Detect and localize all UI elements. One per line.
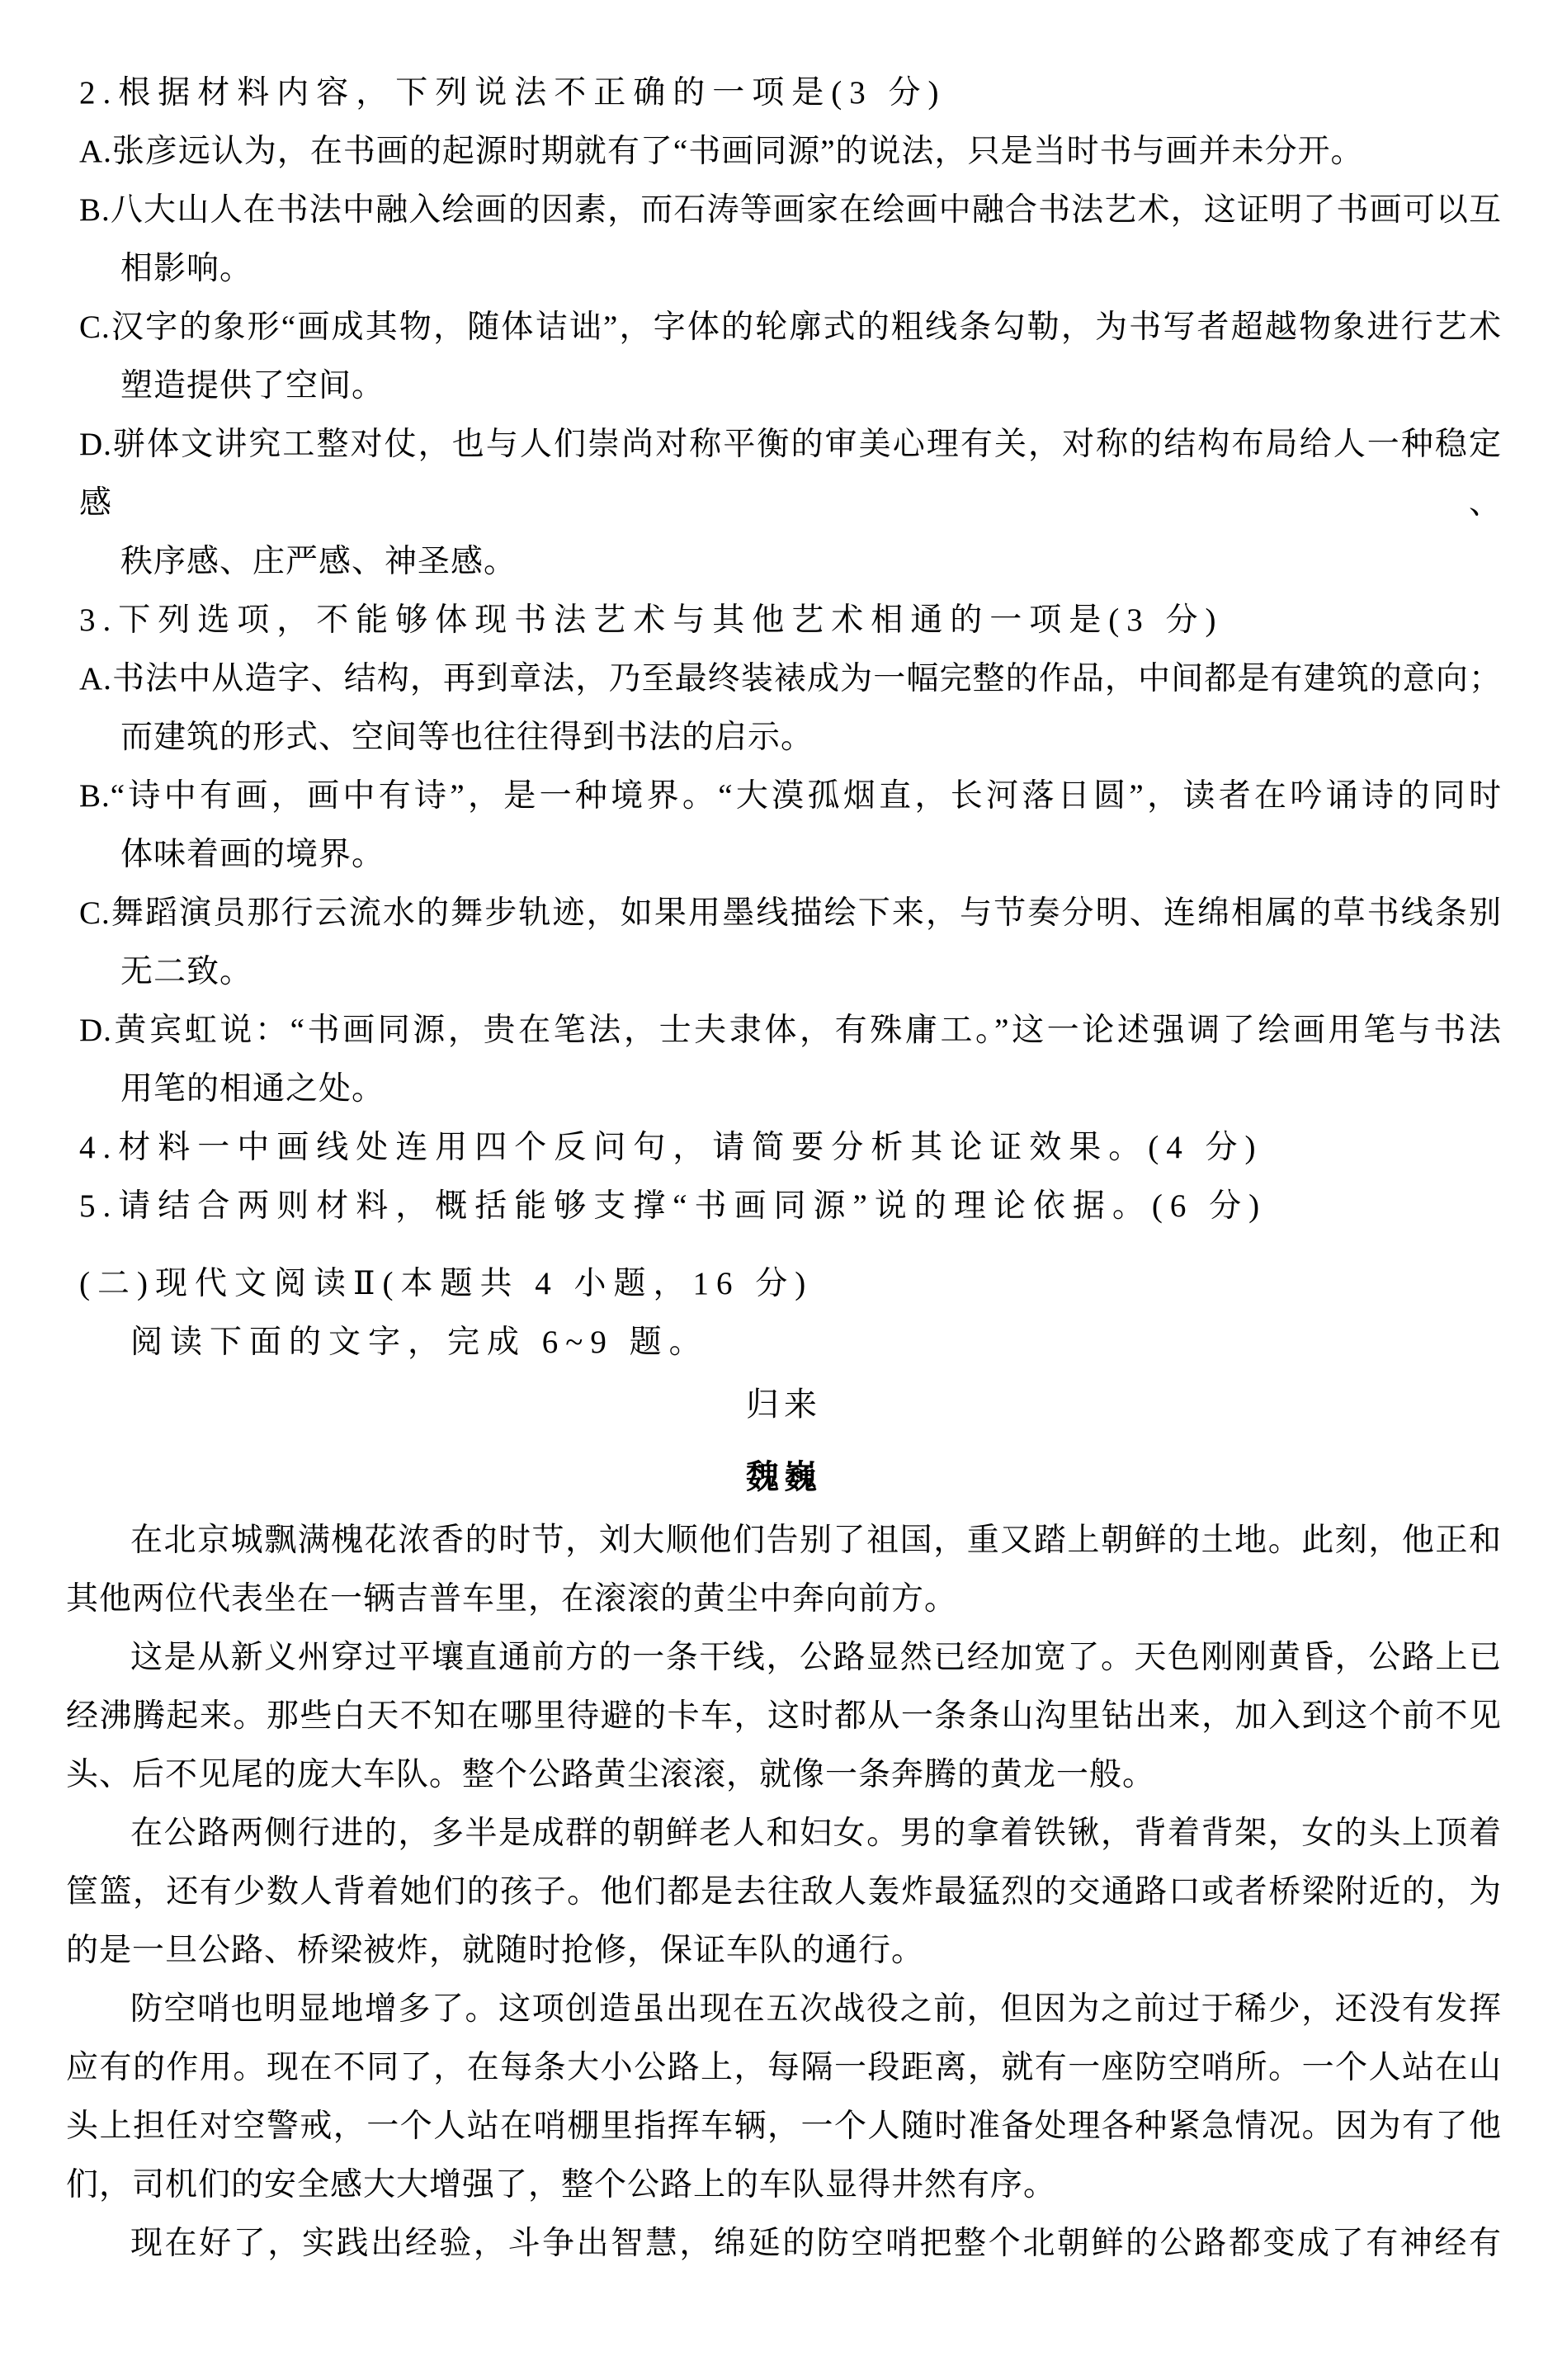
passage-paragraph-4-line-2: 应有的作用。现在不同了，在每条大小公路上，每隔一段距离，就有一座防空哨所。一个人站在山 <box>66 2050 1502 2085</box>
passage-paragraph-4-line-4: 们，司机们的安全感大大增强了，整个公路上的车队显得井然有序。 <box>66 2167 1057 2203</box>
passage-paragraph-3-line-1: 在公路两侧行进的，多半是成群的朝鲜老人和妇女。男的拿着铁锹，背着背架，女的头上顶着 <box>130 1816 1502 1851</box>
passage-author: 魏巍 <box>746 1458 822 1495</box>
section-2-instruction: 阅读下面的文字，完成 6~9 题。 <box>130 1325 709 1360</box>
question-4-stem: 4.材料一中画线处连用四个反问句，请简要分析其论证效果。(4 分) <box>79 1130 1263 1165</box>
passage-paragraph-2-line-2: 经沸腾起来。那些白天不知在哪里待避的卡车，这时都从一条条山沟里钻出来，加入到这个前不见 <box>66 1698 1502 1734</box>
passage-paragraph-2-line-3: 头、后不见尾的庞大车队。整个公路黄尘滚滚，就像一条奔腾的黄龙一般。 <box>66 1757 1156 1792</box>
question-2-option-c-line-1: C.汉字的象形“画成其物，随体诘诎”，字体的轮廓式的粗线条勾勒，为书写者超越物象进行艺术 <box>79 309 1502 345</box>
question-5-stem: 5.请结合两则材料，概括能够支撑“书画同源”说的理论依据。(6 分) <box>79 1188 1267 1224</box>
passage-paragraph-3-line-2: 筐篮，还有少数人背着她们的孩子。他们都是去往敌人轰炸最猛烈的交通路口或者桥梁附近的，为 <box>66 1874 1502 1910</box>
question-3-stem: 3.下列选项，不能够体现书法艺术与其他艺术相通的一项是(3 分) <box>79 602 1224 638</box>
question-3-option-d-line-1: D.黄宾虹说：“书画同源，贵在笔法，士夫隶体，有殊庸工。”这一论述强调了绘画用笔与书法 <box>79 1013 1502 1048</box>
question-3-option-c-line-1: C.舞蹈演员那行云流水的舞步轨迹，如果用墨线描绘下来，与节奏分明、连绵相属的草书线条别 <box>79 895 1502 931</box>
passage-paragraph-4-line-1: 防空哨也明显地增多了。这项创造虽出现在五次战役之前，但因为之前过于稀少，还没有发挥 <box>130 1991 1502 2027</box>
question-3-option-a-line-2: 而建筑的形式、空间等也往往得到书法的启示。 <box>120 720 814 755</box>
question-3-option-b-line-2: 体味着画的境界。 <box>120 837 385 872</box>
passage-paragraph-4-line-3: 头上担任对空警戒，一个人站在哨棚里指挥车辆，一个人随时准备处理各种紧急情况。因为有了他 <box>66 2108 1502 2144</box>
question-2-option-c-line-2: 塑造提供了空间。 <box>120 368 385 404</box>
question-3-option-d-line-2: 用笔的相通之处。 <box>120 1071 385 1107</box>
passage-paragraph-2-line-1: 这是从新义州穿过平壤直通前方的一条干线，公路显然已经加宽了。天色刚刚黄昏，公路上已 <box>130 1640 1502 1675</box>
question-2-option-d-line-2: 秩序感、庄严感、神圣感。 <box>120 544 517 579</box>
question-3-option-c-line-2: 无二致。 <box>120 954 253 989</box>
passage-paragraph-3-line-3: 的是一旦公路、桥梁被炸，就随时抢修，保证车队的通行。 <box>66 1933 925 1968</box>
section-2-heading: (二)现代文阅读Ⅱ(本题共 4 小题，16 分) <box>79 1266 814 1301</box>
passage-paragraph-1-line-1: 在北京城飘满槐花浓香的时节，刘大顺他们告别了祖国，重又踏上朝鲜的土地。此刻，他正和 <box>130 1523 1502 1558</box>
passage-title: 归来 <box>746 1386 822 1423</box>
question-2-option-b-line-2: 相影响。 <box>120 251 253 286</box>
question-2-option-d-line-1: D.骈体文讲究工整对仗，也与人们崇尚对称平衡的审美心理有关，对称的结构布局给人一种稳定感、 <box>79 427 1502 521</box>
question-2-option-b-line-1: B.八大山人在书法中融入绘画的因素，而石涛等画家在绘画中融合书法艺术，这证明了书画可以互 <box>79 192 1502 228</box>
question-3-option-a-line-1: A.书法中从造字、结构，再到章法，乃至最终装裱成为一幅完整的作品，中间都是有建筑的意向； <box>79 661 1502 697</box>
passage-paragraph-1-line-2: 其他两位代表坐在一辆吉普车里，在滚滚的黄尘中奔向前方。 <box>66 1581 958 1617</box>
question-2-option-a: A.张彦远认为，在书画的起源时期就有了“书画同源”的说法，只是当时书与画并未分开。 <box>79 134 1364 169</box>
question-2-stem: 2.根据材料内容，下列说法不正确的一项是(3 分) <box>79 75 946 111</box>
question-3-option-b-line-1: B.“诗中有画，画中有诗”，是一种境界。“大漠孤烟直，长河落日圆”，读者在吟诵诗的同时 <box>79 778 1502 814</box>
passage-paragraph-5-line-1: 现在好了，实践出经验，斗争出智慧，绵延的防空哨把整个北朝鲜的公路都变成了有神经有 <box>130 2226 1502 2261</box>
